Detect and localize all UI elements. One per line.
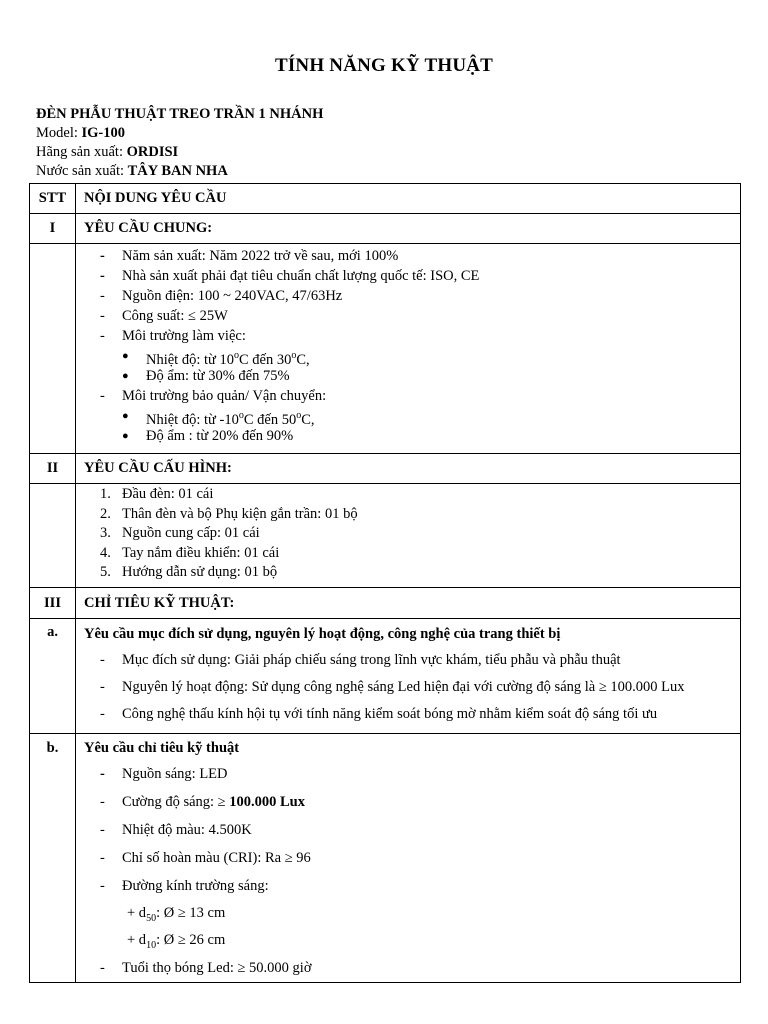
spec-table [29, 183, 741, 983]
country-value: TÂY BAN NHA [127, 163, 228, 179]
section-iii-number: III [30, 588, 76, 619]
list-item: - Cường độ sáng: ≥ 100.000 Lux [100, 794, 306, 810]
section-i-title: YÊU CẦU CHUNG: [76, 214, 741, 244]
list-item: - Mục đích sử dụng: Giải pháp chiếu sáng trong lĩnh vực khám, tiểu phẫu và phẫu thuật [100, 652, 621, 668]
table-header-row [30, 184, 741, 214]
model-label: Model: [36, 125, 82, 141]
section-i-row [30, 214, 741, 244]
section-iii-a-title: Yêu cầu mục đích sử dụng, nguyên lý hoạt động, công nghệ của trang thiết bị [84, 626, 561, 642]
list-item: ● Nhiệt độ: từ -10$^o$C đến 50$^o$C, [122, 410, 315, 428]
list-item: + $d_{10}$: Ø ≥ 26 cm [127, 932, 226, 951]
section-iii-b-number: b. [30, 734, 76, 983]
model-line [36, 124, 125, 143]
section-iii-row [30, 588, 741, 619]
list-item: - Nguyên lý hoạt động: Sử dụng công nghệ sáng Led hiện đại với cường độ sáng là ≥ 100.000 Lux [100, 679, 685, 695]
section-iii-a-number: a. [30, 619, 76, 734]
product-name: ĐÈN PHẪU THUẬT TREO TRẦN 1 NHÁNH [36, 106, 324, 122]
list-item: - Nhiệt độ màu: 4.500K [100, 822, 252, 838]
maker-line [36, 143, 178, 162]
list-item: ● Độ ẩm: từ 30% đến 75% [122, 368, 290, 384]
maker-value: ORDISI [126, 144, 179, 160]
list-item: 4. Tay nắm điều khiển: 01 cái [100, 544, 280, 561]
section-ii-number: II [30, 454, 76, 484]
section-ii-body [30, 484, 741, 588]
list-item: - Nhà sản xuất phải đạt tiêu chuẩn chất lượng quốc tế: ISO, CE [100, 268, 480, 284]
list-item: + $d_{50}$: Ø ≥ 13 cm [127, 905, 226, 924]
maker-label: Hãng sản xuất: [36, 144, 127, 160]
list-item: 1. Đầu đèn: 01 cái [100, 486, 214, 502]
list-item: - Nguồn điện: 100 ~ 240VAC, 47/63Hz [100, 288, 343, 304]
section-iii-b-content [76, 734, 741, 983]
header-content: NỘI DUNG YÊU CẦU [76, 184, 741, 214]
header-stt: STT [30, 184, 76, 214]
section-i-content [76, 244, 741, 454]
document-title: TÍNH NĂNG KỸ THUẬT [274, 55, 494, 76]
list-item: - Môi trường làm việc: [100, 328, 246, 344]
list-item: - Công nghệ thấu kính hội tụ với tính năng kiểm soát bóng mờ nhằm kiểm soát độ sáng tối ưu [100, 706, 658, 722]
list-item: 5. Hướng dẫn sử dụng: 01 bộ [100, 564, 278, 580]
section-i-body [30, 244, 741, 454]
list-item: 3. Nguồn cung cấp: 01 cái [100, 525, 260, 541]
section-iii-b-row [30, 734, 741, 983]
section-iii-a-row [30, 619, 741, 734]
list-item: 2. Thân đèn và bộ Phụ kiện gắn trần: 01 bộ [100, 505, 358, 522]
list-item: ● Nhiệt độ: từ 10$^o$C đến 30$^o$C, [122, 350, 310, 368]
section-iii-title: CHỈ TIÊU KỸ THUẬT: [76, 588, 741, 619]
list-item: - Đường kính trường sáng: [100, 878, 269, 894]
section-ii-title: YÊU CẦU CẤU HÌNH: [76, 454, 741, 484]
country-line [36, 162, 228, 181]
section-ii-row [30, 454, 741, 484]
list-item: ● Độ ẩm : từ 20% đến 90% [122, 428, 294, 444]
list-item: - Công suất: ≤ 25W [100, 308, 228, 324]
list-item: - Môi trường bảo quản/ Vận chuyển: [100, 388, 327, 404]
list-item: - Nguồn sáng: LED [100, 766, 228, 782]
country-label: Nước sản xuất: [36, 163, 128, 179]
section-i-number: I [30, 214, 76, 244]
list-item: - Năm sản xuất: Năm 2022 trở về sau, mới 100% [100, 248, 399, 264]
section-ii-content [76, 484, 741, 588]
section-iii-a-content [76, 619, 741, 734]
list-item: - Tuổi thọ bóng Led: ≥ 50.000 giờ [100, 960, 312, 976]
section-iii-b-title: Yêu cầu chỉ tiêu kỹ thuật [84, 740, 240, 756]
list-item: - Chỉ số hoàn màu (CRI): Ra ≥ 96 [100, 850, 311, 866]
model-value: IG-100 [81, 125, 126, 141]
